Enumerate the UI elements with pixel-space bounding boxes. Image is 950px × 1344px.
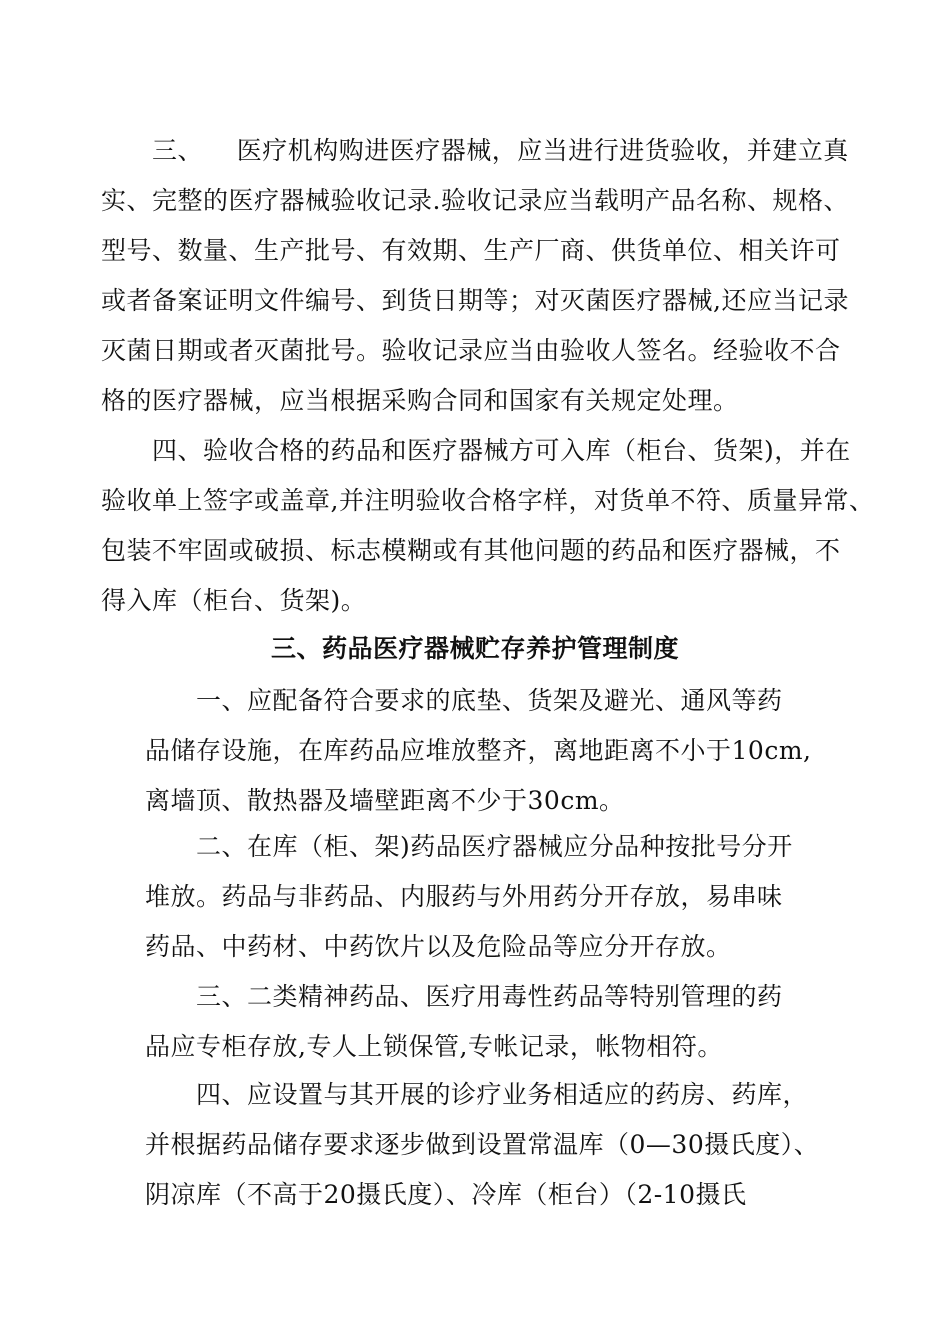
section-title: 三、药品医疗器械贮存养护管理制度 (271, 634, 680, 663)
text-line: 并根据药品储存要求逐步做到设置常温库（0—30摄氏度）、 (145, 1130, 820, 1159)
text-line: 二、在库（柜、架)药品医疗器械应分品种按批号分开 (196, 832, 793, 861)
text-line: 得入库（柜台、货架)。 (101, 586, 367, 615)
text-line: 实、完整的医疗器械验收记录.验收记录应当载明产品名称、规格、 (101, 186, 849, 215)
text-line: 品储存设施，在库药品应堆放整齐，离地距离不小于10cm, (145, 736, 812, 765)
text-line: 或者备案证明文件编号、到货日期等；对灭菌医疗器械,还应当记录 (101, 286, 849, 315)
text-line: 包装不牢固或破损、标志模糊或有其他问题的药品和医疗器械，不 (101, 536, 841, 565)
text-line: 灭菌日期或者灭菌批号。验收记录应当由验收人签名。经验收不合 (101, 336, 841, 365)
text-line: 格的医疗器械，应当根据采购合同和国家有关规定处理。 (101, 386, 739, 415)
text-line: 离墙顶、散热器及墙壁距离不少于30cm。 (145, 786, 625, 815)
text-line: 三、 医疗机构购进医疗器械，应当进行进货验收，并建立真 (152, 136, 849, 165)
text-line: 阴凉库（不高于20摄氏度）、冷库（柜台）（2-10摄氏 (145, 1180, 747, 1209)
text-line: 一、应配备符合要求的底垫、货架及避光、通风等药 (196, 686, 783, 715)
text-line: 三、二类精神药品、医疗用毒性药品等特别管理的药 (196, 982, 783, 1011)
text-line: 品应专柜存放,专人上锁保管,专帐记录，帐物相符。 (145, 1032, 723, 1061)
text-line: 堆放。药品与非药品、内服药与外用药分开存放，易串味 (145, 882, 783, 911)
text-line: 四、验收合格的药品和医疗器械方可入库（柜台、货架)，并在 (152, 436, 851, 465)
text-line: 验收单上签字或盖章,并注明验收合格字样，对货单不符、质量异常、 (101, 486, 875, 515)
text-line: 四、应设置与其开展的诊疗业务相适应的药房、药库， (196, 1080, 809, 1109)
text-line: 药品、中药材、中药饮片以及危险品等应分开存放。 (145, 932, 732, 961)
text-line: 型号、数量、生产批号、有效期、生产厂商、供货单位、相关许可 (101, 236, 841, 265)
